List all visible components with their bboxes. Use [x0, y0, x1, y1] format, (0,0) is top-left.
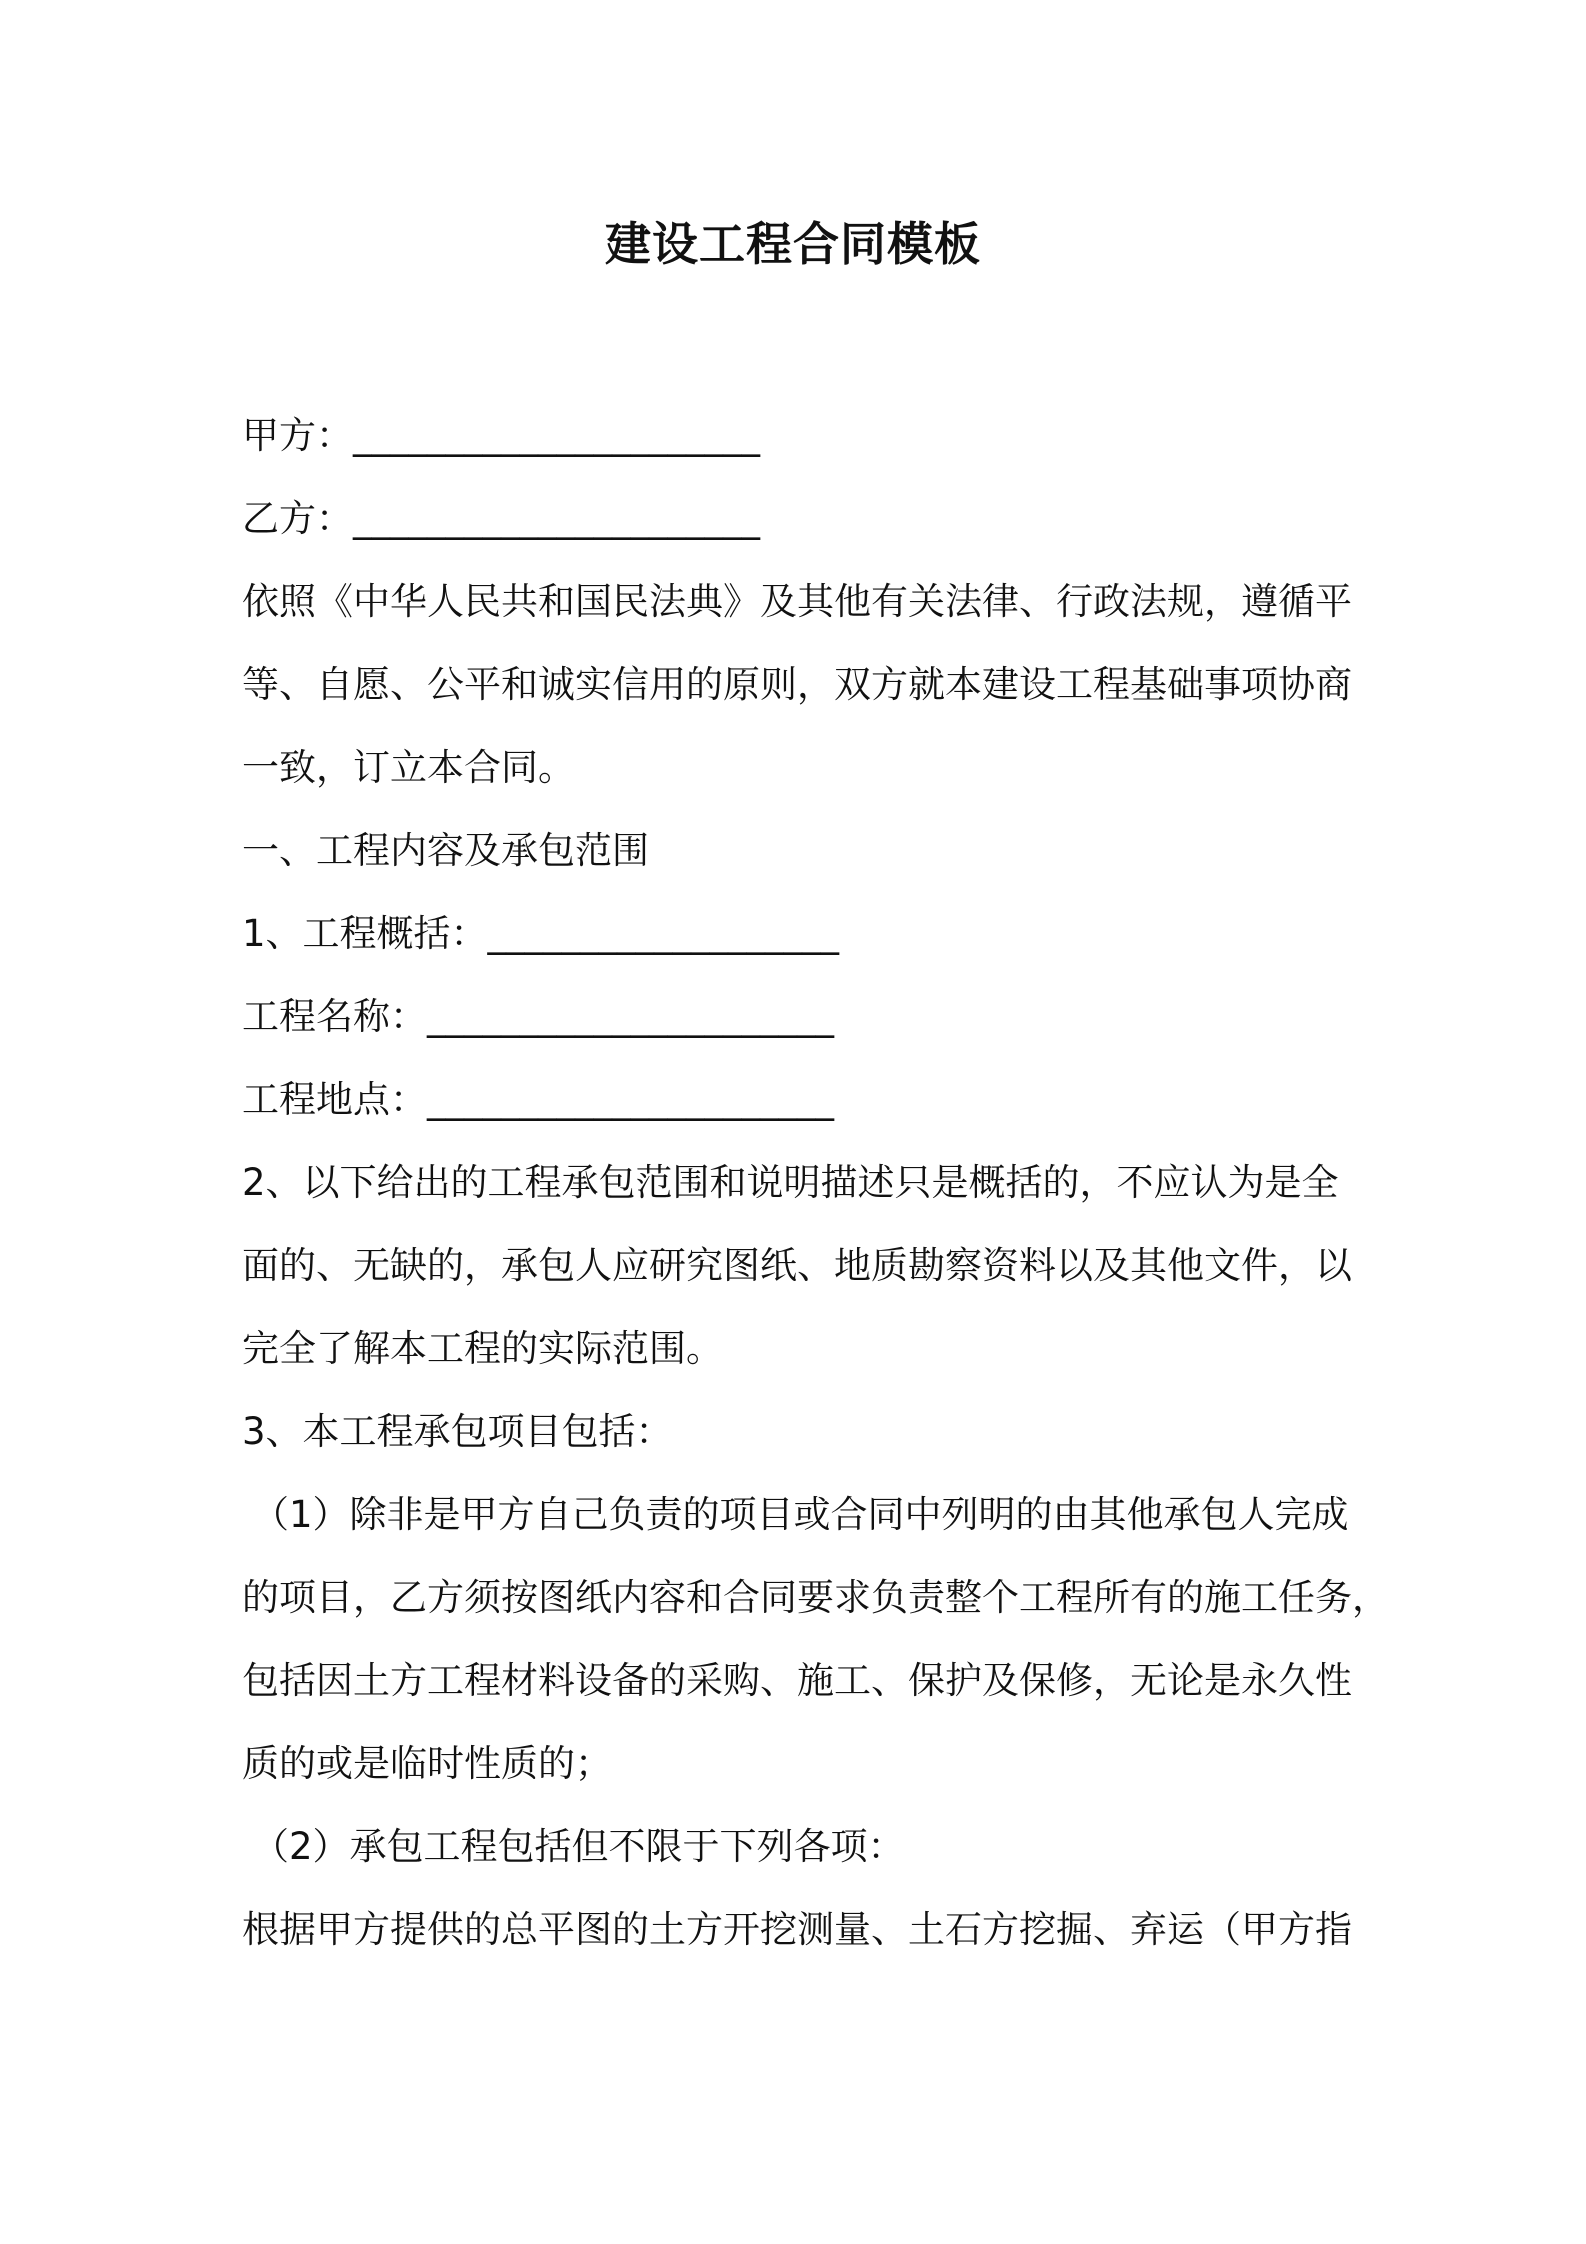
clause-2-line-3: 完全了解本工程的实际范围。: [242, 1327, 723, 1370]
item-1-line-1: （1）除非是甲方自己负责的项目或合同中列明的由其他承包人完成: [252, 1493, 1349, 1536]
item-1-line-4: 质的或是临时性质的；: [242, 1742, 612, 1785]
preamble-line-2: 等、自愿、公平和诚实信用的原则，双方就本建设工程基础事项协商: [242, 663, 1352, 706]
clause-2-line-2: 面的、无缺的，承包人应研究图纸、地质勘察资料以及其他文件，以: [242, 1244, 1352, 1287]
item-2-line-1: （2）承包工程包括但不限于下列各项：: [252, 1825, 905, 1868]
project-overview-line: 1、工程概括：___________________: [242, 912, 840, 955]
section-heading: 一、工程内容及承包范围: [242, 829, 649, 872]
preamble-line-1: 依照《中华人民共和国民法典》及其他有关法律、行政法规，遵循平: [242, 580, 1352, 623]
party-b-line: 乙方：______________________: [242, 497, 760, 540]
item-2-line-2: 根据甲方提供的总平图的土方开挖测量、土石方挖掘、弃运（甲方指: [242, 1908, 1352, 1951]
project-name-line: 工程名称：______________________: [242, 995, 834, 1038]
clause-3-heading: 3、本工程承包项目包括：: [242, 1410, 673, 1453]
party-a-line: 甲方：______________________: [242, 414, 760, 457]
document-title: 建设工程合同模板: [605, 217, 981, 271]
item-1-line-2: 的项目，乙方须按图纸内容和合同要求负责整个工程所有的施工任务，: [242, 1576, 1389, 1619]
item-1-line-3: 包括因土方工程材料设备的采购、施工、保护及保修，无论是永久性: [242, 1659, 1352, 1702]
clause-2-line-1: 2、以下给出的工程承包范围和说明描述只是概括的，不应认为是全: [242, 1161, 1339, 1204]
preamble-line-3: 一致，订立本合同。: [242, 746, 575, 789]
project-location-line: 工程地点：______________________: [242, 1078, 834, 1121]
